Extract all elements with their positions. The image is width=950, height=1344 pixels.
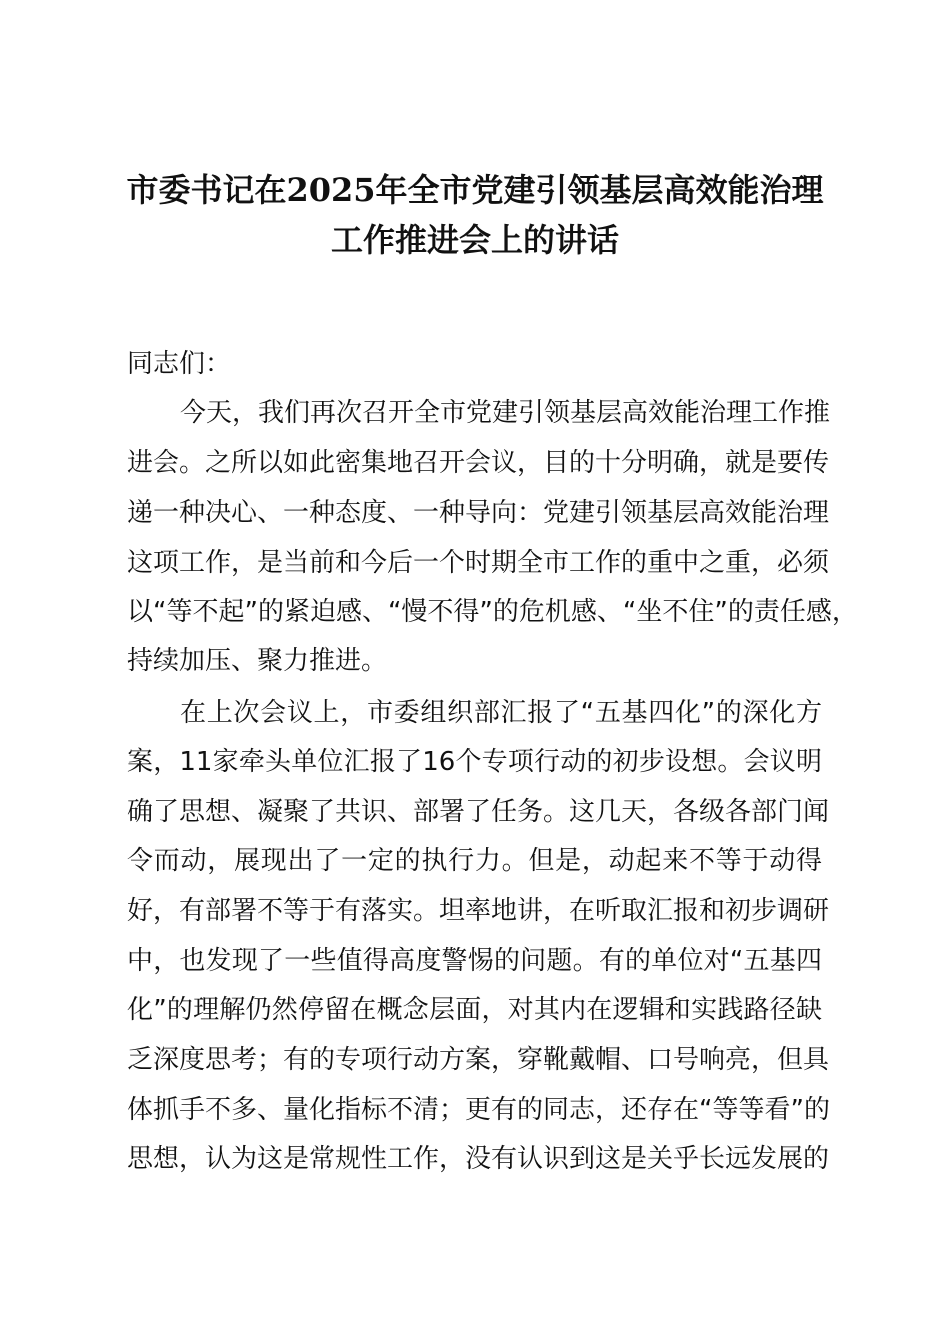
salutation: 同志们： (127, 349, 232, 379)
paragraph-line: 乏深度思考；有的专项行动方案，穿靴戴帽、口号响亮，但具 (127, 1045, 830, 1075)
document-title-line-1: 市委书记在2025年全市党建引领基层高效能治理 (126, 171, 824, 209)
paragraph-line: 中，也发现了一些值得高度警惕的问题。有的单位对“五基四 (127, 946, 822, 976)
paragraph-line: 体抓手不多、量化指标不清；更有的同志，还存在“等等看”的 (127, 1095, 830, 1125)
paragraph-line: 进会。之所以如此密集地召开会议，目的十分明确，就是要传 (127, 448, 830, 478)
paragraph-line: 令而动，展现出了一定的执行力。但是，动起来不等于动得 (127, 846, 822, 876)
paragraph-line: 案，11家牵头单位汇报了16个专项行动的初步设想。会议明 (127, 747, 822, 777)
paragraph-line: 以“等不起”的紧迫感、“慢不得”的危机感、“坐不住”的责任感， (127, 597, 858, 627)
paragraph-line: 思想，认为这是常规性工作，没有认识到这是关乎长远发展的 (127, 1144, 830, 1174)
document-title-line-2: 工作推进会上的讲话 (330, 221, 619, 259)
paragraph-line: 持续加压、聚力推进。 (127, 646, 388, 676)
paragraph-line: 化”的理解仍然停留在概念层面，对其内在逻辑和实践路径缺 (127, 995, 822, 1025)
paragraph-line: 这项工作，是当前和今后一个时期全市工作的重中之重，必须 (127, 548, 830, 578)
paragraph-line: 在上次会议上，市委组织部汇报了“五基四化”的深化方 (180, 698, 822, 728)
paragraph-line: 好，有部署不等于有落实。坦率地讲，在听取汇报和初步调研 (127, 896, 830, 926)
paragraph-line: 递一种决心、一种态度、一种导向：党建引领基层高效能治理 (127, 498, 830, 528)
paragraph-line: 今天，我们再次召开全市党建引领基层高效能治理工作推 (180, 398, 831, 428)
paragraph-line: 确了思想、凝聚了共识、部署了任务。这几天，各级各部门闻 (127, 797, 830, 827)
